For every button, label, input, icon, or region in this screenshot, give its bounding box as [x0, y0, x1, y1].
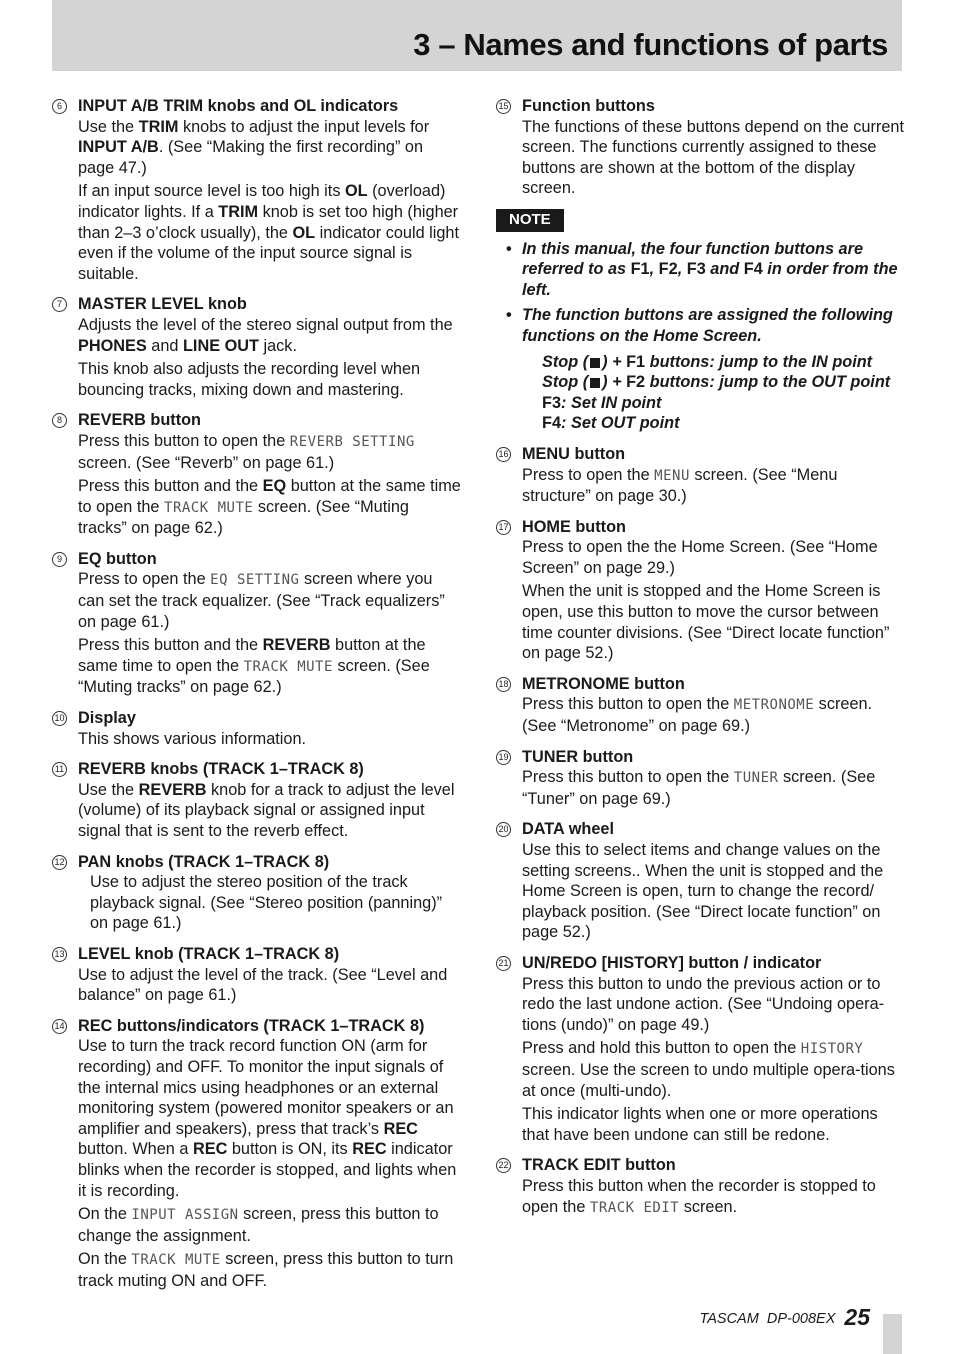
- item-tuner-button: [496, 747, 906, 810]
- item-number: 10: [52, 711, 67, 726]
- item-track-edit: [496, 1155, 906, 1218]
- item-pan-knobs: [52, 852, 462, 934]
- item-text: Use the REVERB knob for a track to adjust the level (volume) of its playback signal or assigned input signal that is sent to the reverb effect.: [78, 780, 455, 840]
- item-text: Press to open the EQ SETTING screen where you can set the track equalizer. (See “Track equalizers” on page 61.): [78, 570, 445, 631]
- item-number: 6: [52, 99, 67, 114]
- item-rec-buttons: [52, 1016, 462, 1292]
- item-title: DATA wheel: [522, 820, 614, 839]
- item-number: 14: [52, 1019, 67, 1034]
- function-assignment: Stop ( ) + F2 buttons: jump to the OUT point: [542, 373, 891, 392]
- item-display: [52, 708, 462, 749]
- item-undo-redo: [496, 953, 906, 1145]
- item-number: 20: [496, 822, 511, 837]
- item-title: MASTER LEVEL knob: [78, 295, 247, 314]
- item-text: This shows various information.: [78, 729, 307, 748]
- item-title: TUNER button: [522, 747, 634, 766]
- item-title: MENU button: [522, 444, 626, 463]
- item-number: 18: [496, 677, 511, 692]
- item-text: When the unit is stopped and the Home Screen is open, use this button to move the cursor between time counter divisions. (See “Direct locate function” on page 52.): [522, 582, 890, 663]
- function-assignment: Stop ( ) + F1 buttons: jump to the IN point: [542, 352, 873, 371]
- item-title: EQ button: [78, 549, 157, 568]
- item-eq-button: [52, 549, 462, 698]
- stop-icon: [590, 378, 600, 388]
- item-text: Press to open the the Home Screen. (See “Home Screen” on page 29.): [522, 538, 878, 577]
- item-title: UN/REDO [HISTORY] button / indicator: [522, 953, 822, 972]
- left-column: [52, 96, 462, 1301]
- stop-icon: [590, 358, 600, 368]
- page-number: 25: [844, 1304, 870, 1330]
- item-title: TRACK EDIT button: [522, 1156, 676, 1175]
- note-bullet: • In this manual, the four function buttons are referred to as F1, F2, F3 and F4 in order from the left.: [506, 239, 898, 299]
- item-title: LEVEL knob (TRACK 1–TRACK 8): [78, 944, 340, 963]
- page-title: 3 – Names and functions of parts: [413, 27, 888, 62]
- item-text: This indicator lights when one or more operations that have been undone can still be redone.: [522, 1105, 878, 1144]
- item-number: 12: [52, 855, 67, 870]
- item-input-trim: [52, 96, 462, 284]
- item-number: 11: [52, 762, 67, 777]
- right-column: [496, 96, 906, 1228]
- item-data-wheel: [496, 819, 906, 943]
- item-text: Press and hold this button to open the HISTORY screen. Use the screen to undo multiple opera-tions at once (multi-undo).: [522, 1039, 895, 1100]
- item-metronome-button: [496, 674, 906, 737]
- item-text: Press this button to open the METRONOME screen. (See “Metronome” on page 69.): [522, 695, 873, 736]
- item-number: 9: [52, 552, 67, 567]
- item-menu-button: [496, 444, 906, 507]
- item-text: Press this button and the EQ button at the same time to open the TRACK MUTE screen. (See “Muting tracks” on page 62.): [78, 477, 461, 538]
- item-text: On the TRACK MUTE screen, press this button to turn track muting ON and OFF.: [78, 1250, 454, 1290]
- note-badge: NOTE: [496, 209, 564, 232]
- item-number: 8: [52, 413, 67, 428]
- item-text: Use to adjust the level of the track. (See “Level and balance” on page 61.): [78, 965, 448, 1005]
- item-title: INPUT A/B TRIM knobs and OL indicators: [78, 97, 399, 115]
- item-home-button: [496, 517, 906, 664]
- item-reverb-button: [52, 410, 462, 539]
- note-block: [496, 209, 906, 434]
- item-text: Press this button when the recorder is stopped to open the TRACK EDIT screen.: [522, 1176, 876, 1216]
- item-text: Use this to select items and change values on the setting screens.. When the unit is stopped and the Home Screen is open, turn to change the record/ playback position. (See “Direct locate function” on page 52.): [522, 841, 884, 942]
- item-reverb-knobs: [52, 759, 462, 841]
- item-function-buttons: [496, 96, 906, 199]
- item-number: 19: [496, 750, 511, 765]
- item-title: REC buttons/indicators (TRACK 1–TRACK 8): [78, 1016, 425, 1035]
- item-title: Function buttons: [522, 97, 655, 115]
- item-title: REVERB knobs (TRACK 1–TRACK 8): [78, 760, 364, 779]
- item-text: If an input source level is too high its OL (overload) indicator lights. If a TRIM knob is set too high (higher than 2–3 o’clock usually), the OL indicator could light even if the volume of the input source signal is suitable.: [78, 182, 460, 283]
- item-number: 13: [52, 947, 67, 962]
- item-text: The functions of these buttons depend on the current screen. The functions currently assigned to these buttons are shown at the bottom of the display screen.: [522, 117, 904, 198]
- footer-tab: [883, 1314, 902, 1354]
- item-text: Press this button to open the TUNER screen. (See “Tuner” on page 69.): [522, 768, 876, 808]
- item-text: Use to adjust the stereo position of the track playback signal. (See “Stereo position (panning)” on page 61.): [90, 873, 443, 933]
- header-band: [52, 0, 902, 71]
- footer-brand: TASCAM DP-008EX: [699, 1311, 836, 1327]
- item-text: Press this button to undo the previous action or to redo the last undone action. (See “Undoing opera-tions (undo)” on page 49.): [522, 974, 885, 1034]
- item-text: On the INPUT ASSIGN screen, press this button to change the assignment.: [78, 1205, 439, 1245]
- item-text: Press to open the MENU screen. (See “Menu structure” on page 30.): [522, 465, 838, 506]
- item-level-knob: [52, 944, 462, 1006]
- item-title: PAN knobs (TRACK 1–TRACK 8): [78, 852, 330, 871]
- note-bullet: • The function buttons are assigned the following functions on the Home Screen.: [506, 306, 893, 345]
- item-title: METRONOME button: [522, 674, 685, 693]
- item-number: 17: [496, 520, 511, 535]
- item-number: 16: [496, 447, 511, 462]
- item-number: 15: [496, 99, 511, 114]
- item-master-level: [52, 294, 462, 400]
- item-text: Use the TRIM knobs to adjust the input levels for INPUT A/B. (See “Making the first recording” on page 47.): [78, 117, 430, 177]
- function-assignment: F4: Set OUT point: [542, 414, 680, 433]
- item-title: Display: [78, 709, 136, 728]
- item-text: Press this button and the REVERB button at the same time to open the TRACK MUTE screen. (See “Muting tracks” on page 62.): [78, 636, 430, 697]
- item-number: 7: [52, 297, 67, 312]
- item-title: REVERB button: [78, 411, 201, 430]
- item-text: Press this button to open the REVERB SETTING screen. (See “Reverb” on page 61.): [78, 431, 415, 472]
- item-text: Use to turn the track record function ON (arm for recording) and OFF. To monitor the input signals of the internal mics using headphones or an external monitoring system (powered monitor speakers or an amplifier and speakers), press that track’s REC button. When a REC button is ON, its REC indicator blinks when the recorder is stopped, and lights when it is recording.: [78, 1037, 457, 1200]
- item-title: HOME button: [522, 517, 626, 536]
- item-text: This knob also adjusts the recording level when bouncing tracks, mixing down and mastering.: [78, 360, 421, 399]
- function-assignment: F3: Set IN point: [542, 393, 662, 412]
- item-number: 22: [496, 1158, 511, 1173]
- page-footer: [699, 1304, 870, 1331]
- item-text: Adjusts the level of the stereo signal output from the PHONES and LINE OUT jack.: [78, 315, 453, 355]
- item-number: 21: [496, 956, 511, 971]
